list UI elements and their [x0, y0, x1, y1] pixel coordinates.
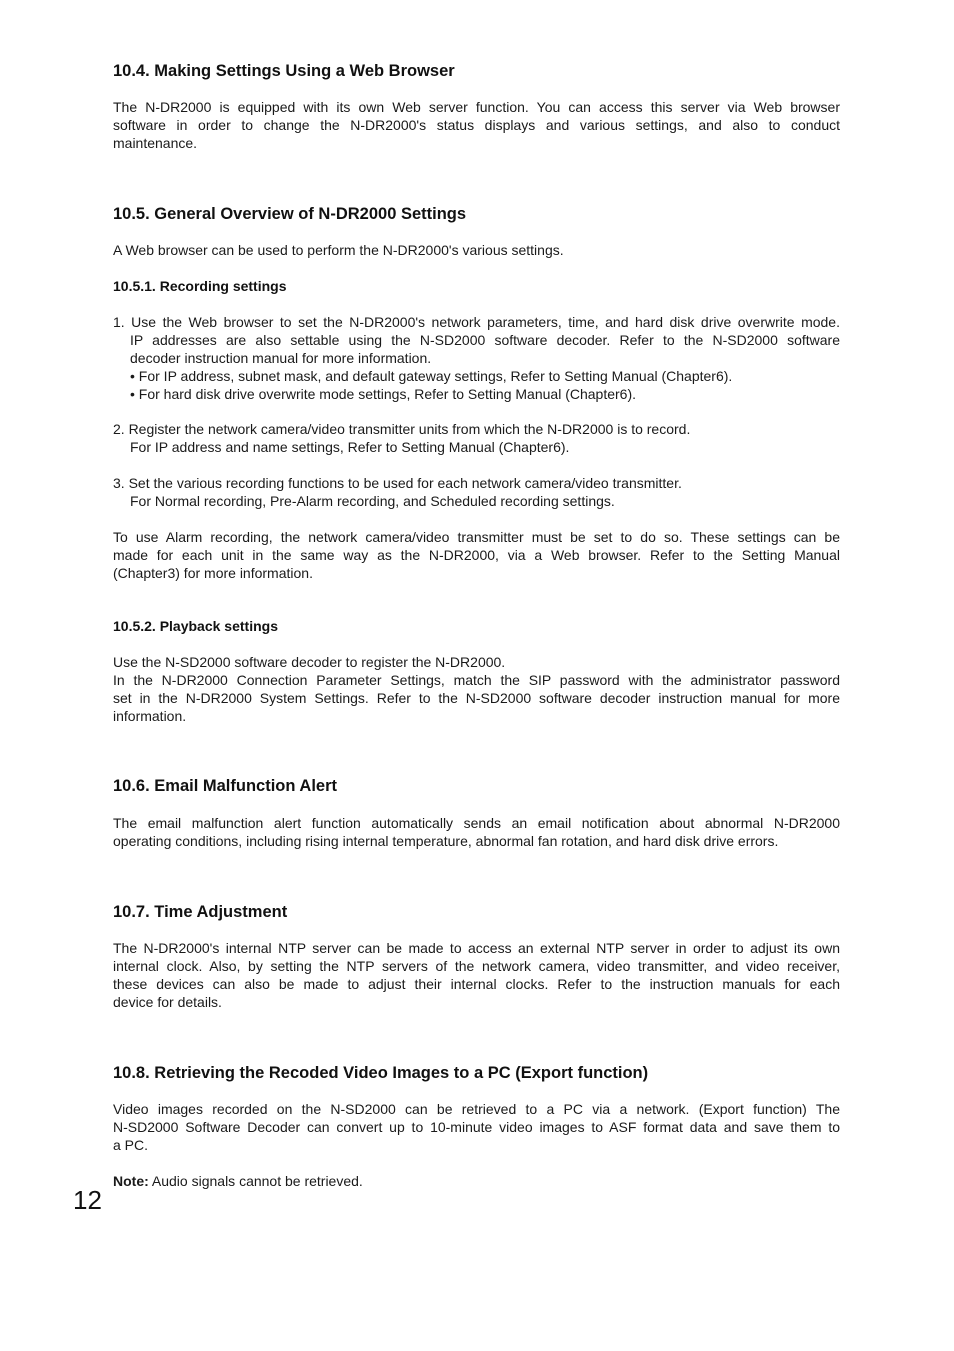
- text-line: In the N-DR2000 Connection Parameter Settings, match the SIP password with the administrator password: [113, 672, 840, 688]
- text-line: N-SD2000 Software Decoder can convert up to 10-minute video images to ASF format data and save them to: [113, 1119, 840, 1135]
- section-10-5-intro: [113, 241, 840, 259]
- text-line: internal clock. Also, by setting the NTP servers of the network camera, video transmitter, and video receiver,: [113, 958, 840, 974]
- note: [113, 1172, 840, 1190]
- text-line: A Web browser can be used to perform the N-DR2000's various settings.: [113, 242, 564, 258]
- text-line: made for each unit in the same way as the N-DR2000, via a Web browser. Refer to the Setting Manual: [113, 547, 840, 563]
- text-line: For Normal recording, Pre-Alarm recording, and Scheduled recording settings.: [130, 493, 615, 509]
- section-10-5-2-heading: 10.5.2. Playback settings: [113, 618, 278, 634]
- text-line: device for details.: [113, 994, 222, 1010]
- text-line: To use Alarm recording, the network camera/video transmitter must be set to do so. These settings can be: [113, 529, 840, 545]
- text-line: information.: [113, 708, 187, 724]
- text-line: a PC.: [113, 1137, 149, 1153]
- text-line: these devices can also be made to adjust their internal clocks. Refer to the instruction manuals for each: [113, 976, 840, 992]
- section-10-6-heading: 10.6. Email Malfunction Alert: [113, 777, 338, 795]
- section-10-4-body: [113, 98, 840, 152]
- text-line: set in the N-DR2000 System Settings. Refer to the N-SD2000 software decoder instruction manual for more: [113, 690, 840, 706]
- section-10-5-1-heading: 10.5.1. Recording settings: [113, 278, 287, 294]
- note-text: Audio signals cannot be retrieved.: [148, 1173, 363, 1189]
- recording-step-1: [113, 313, 840, 403]
- section-10-4-heading: 10.4. Making Settings Using a Web Browser: [113, 62, 455, 80]
- text-line: 3. Set the various recording functions to be used for each network camera/video transmitter.: [113, 475, 682, 491]
- section-10-6-body: [113, 814, 840, 850]
- text-line: Video images recorded on the N-SD2000 can be retrieved to a PC via a network. (Export function) The: [113, 1101, 840, 1117]
- bullet-item: • For hard disk drive overwrite mode settings, Refer to Setting Manual (Chapter6).: [130, 386, 637, 402]
- section-10-5-2-body: [113, 653, 840, 725]
- text-line: decoder instruction manual for more information.: [130, 350, 432, 366]
- text-line: The N-DR2000 is equipped with its own Web server function. You can access this server via Web browser: [113, 99, 840, 115]
- text-line: software in order to change the N-DR2000's status displays and various settings, and also to conduct: [113, 117, 840, 133]
- recording-step-2: [113, 420, 840, 456]
- page-number: 12: [73, 1185, 102, 1215]
- text-line: The N-DR2000's internal NTP server can be made to access an external NTP server in order to adjust its own: [113, 940, 840, 956]
- recording-step-3: [113, 474, 840, 510]
- note-label: Note:: [113, 1173, 149, 1189]
- text-line: For IP address and name settings, Refer to Setting Manual (Chapter6).: [130, 439, 570, 455]
- text-line: operating conditions, including rising internal temperature, abnormal fan rotation, and hard disk drive errors.: [113, 833, 779, 849]
- text-line: IP addresses are also settable using the N-SD2000 software decoder. Refer to the N-SD2000 software: [130, 332, 840, 348]
- text-line: 2. Register the network camera/video transmitter units from which the N-DR2000 is to record.: [113, 421, 691, 437]
- text-line: 1. Use the Web browser to set the N-DR2000's network parameters, time, and hard disk drive overwrite mode.: [113, 314, 840, 330]
- alarm-recording-note: [113, 528, 840, 582]
- text-line: Use the N-SD2000 software decoder to register the N-DR2000.: [113, 654, 506, 670]
- section-10-7-body: [113, 939, 840, 1011]
- text-line: (Chapter3) for more information.: [113, 565, 313, 581]
- section-10-5-heading: 10.5. General Overview of N-DR2000 Settings: [113, 205, 467, 223]
- text-line: The email malfunction alert function automatically sends an email notification about abnormal N-DR2000: [113, 815, 840, 831]
- section-10-8-heading: 10.8. Retrieving the Recoded Video Images to a PC (Export function): [113, 1064, 649, 1082]
- text-line: maintenance.: [113, 135, 198, 151]
- bullet-item: • For IP address, subnet mask, and default gateway settings, Refer to Setting Manual (Chapter6).: [130, 368, 733, 384]
- section-10-8-body: [113, 1100, 840, 1154]
- section-10-7-heading: 10.7. Time Adjustment: [113, 903, 288, 921]
